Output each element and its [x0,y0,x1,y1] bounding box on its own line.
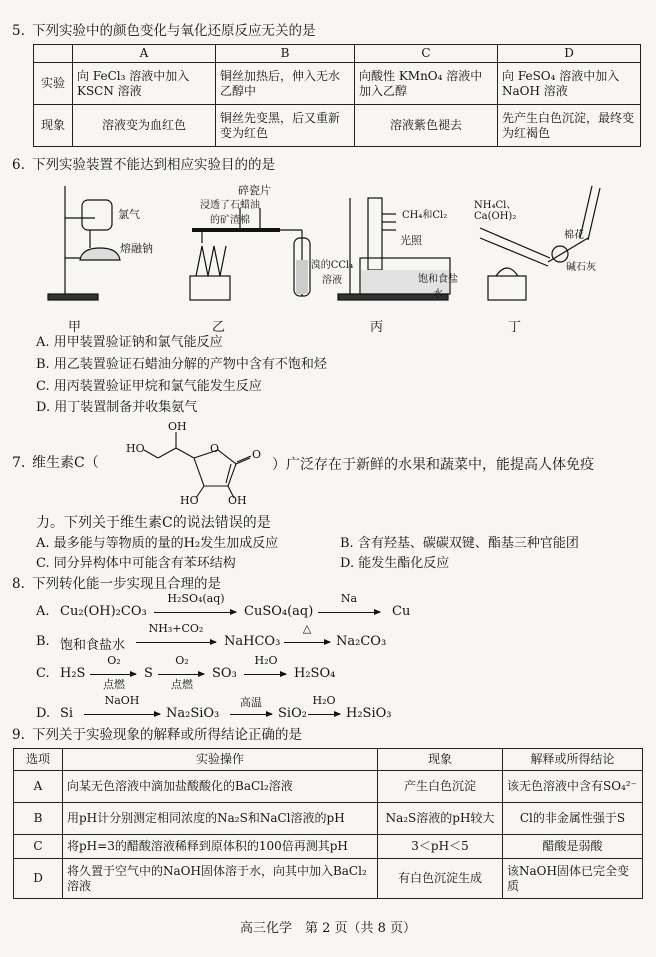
reaction-arrow [154,612,236,613]
cell: 向 FeCl₃ 溶液中加入 KSCN 溶液 [73,63,216,105]
atom-ho-top: OH [168,420,187,433]
header-option: 选项 [14,749,63,771]
reaction-arrow [90,674,136,675]
species: CuSO₄(aq) [244,604,314,619]
condition: Na [340,592,358,605]
caption-bing: 丙 [370,320,384,335]
species: NaHCO₃ [224,634,281,649]
cell: Cl的非金属性强于S [503,803,643,835]
header-a: A [73,45,216,63]
cell: 向某无色溶液中滴加盐酸酸化的BaCl₂溶液 [63,771,378,803]
question-number: 8. [12,576,25,592]
species: 饱和食盐水 [60,638,126,653]
question-text: 下列转化能一步实现且合理的是 [32,576,221,592]
option-a-label: A. [36,604,50,619]
option-c: C. 同分异构体中可能含有苯环结构 [36,556,236,571]
option-d: D. 用丁装置制备并收集氨气 [36,400,198,415]
reaction-arrow [318,612,380,613]
option-b: B. 含有羟基、碳碳双键、酯基三种官能团 [340,536,579,551]
question-8 [12,575,642,593]
condition: O₂ [107,654,121,667]
page-footer: 高三化学 第 2 页（共 8 页） [239,921,417,936]
reaction-arrow [284,642,330,643]
row-label: 实验 [34,63,73,105]
cell: 3＜pH＜5 [378,835,503,859]
question-text: 下列实验中的颜色变化与氧化还原反应无关的是 [32,23,316,39]
caption-jia: 甲 [68,320,82,335]
cell: 铜丝加热后，伸入无水乙醇中 [216,63,355,105]
species: Na₂CO₃ [336,634,387,649]
cell: 产生白色沉淀 [378,771,503,803]
header-d: D [498,45,641,63]
condition: NH₃+CO₂ [148,622,204,635]
header-b: B [216,45,355,63]
option-c: C. 用丙装置验证甲烷和氯气能发生反应 [36,379,262,394]
cell: 醋酸是弱酸 [503,835,643,859]
question-9 [12,726,642,744]
header-phenomenon: 现象 [378,749,503,771]
question-number: 9. [12,727,25,743]
reaction-arrow [244,674,286,675]
condition-below: 点燃 [103,678,125,691]
question-6 [12,156,642,174]
reaction-arrow [84,714,160,715]
cell: 向 FeSO₄ 溶液中加入 NaOH 溶液 [498,63,641,105]
row-label: 现象 [34,105,73,147]
question-5 [12,22,642,40]
cell: 溶液变为血红色 [73,105,216,147]
apparatus-jia [48,186,120,300]
option-d: D. 能发生酯化反应 [340,556,450,571]
option-d-label: D. [36,706,51,721]
reaction-arrow [158,674,204,675]
species: Si [60,706,74,721]
reaction-arrow [308,714,340,715]
q9-table [13,748,643,899]
row-label: A [14,771,63,803]
species: SiO₂ [278,706,307,721]
species: Cu₂(OH)₂CO₃ [60,604,147,619]
question-number: 5. [12,23,25,39]
cell: 铜丝先变黑，后又重新变为红色 [216,105,355,147]
cell: 将pH=3的醋酸溶液稀释到原体积的100倍再测其pH [63,835,378,859]
reaction-arrow [136,642,216,643]
cell: 溶液紫色褪去 [355,105,498,147]
species: S [144,666,153,681]
vitamin-c-structure [130,420,274,512]
atom-o-carbonyl: O [252,448,262,461]
species: Cu [392,604,411,619]
label-chlorine: 氯气 [118,208,140,221]
atom-o-ring: O [210,442,220,455]
caption-ding: 丁 [508,320,522,335]
reaction-arrow [230,714,272,715]
label-ccl4: 溴的CCl₄溶液 [310,260,354,286]
question-text-before: 维生素C（ [32,455,99,471]
condition: H₂SO₄(aq) [167,592,225,605]
question-text-after: ）广泛存在于新鲜的水果和蔬菜中，能提高人体免疫 [272,457,594,473]
cell: 用pH计分别测定相同浓度的Na₂S和NaCl溶液的pH [63,803,378,835]
q5-table [33,44,641,147]
cell: 向酸性 KMnO₄ 溶液中加入乙醇 [355,63,498,105]
species: H₂S [60,666,86,681]
condition: 高温 [240,696,262,709]
cell: 该NaOH固体已完全变质 [503,859,643,899]
option-c-label: C. [36,666,50,681]
label-wax: 浸透了石蜡油的矿渣棉 [200,200,260,226]
species: H₂SO₄ [294,666,336,681]
header-conclusion: 解释或所得结论 [503,749,643,771]
atom-ho-left: HO [126,442,145,455]
condition: NaOH [104,694,140,707]
question-number: 7. [12,455,26,471]
atom-ho-bottom: HO [180,494,199,507]
species: Na₂SiO₃ [166,706,220,721]
atom-oh-bottom: OH [228,494,247,507]
question-number: 6. [12,157,25,173]
label-porcelain: 碎瓷片 [238,184,271,197]
header-c: C [355,45,498,63]
species: H₂SiO₃ [346,706,392,721]
condition: O₂ [175,654,189,667]
question-text: 下列实验装置不能达到相应实验目的的是 [32,157,275,173]
question-text-line2: 力。下列关于维生素C的说法错误的是 [36,515,271,531]
row-label: B [14,803,63,835]
question-text: 下列关于实验现象的解释或所得结论正确的是 [32,727,302,743]
option-b-label: B. [36,634,50,649]
row-label: D [14,859,63,899]
cell: 先产生白色沉淀，最终变为红褐色 [498,105,641,147]
label-cotton: 棉花 [564,230,584,241]
label-ch4cl2: CH₄和Cl₂ [402,210,448,221]
header-operation: 实验操作 [63,749,378,771]
condition-below: 点燃 [171,678,193,691]
cell: 有白色沉淀生成 [378,859,503,899]
label-light: 光照 [400,234,422,247]
condition: △ [302,622,312,635]
row-label: C [14,835,63,859]
option-a: A. 用甲装置验证钠和氯气能反应 [36,335,223,350]
condition: H₂O [254,654,278,667]
caption-yi: 乙 [212,320,226,335]
cell: Na₂S溶液的pH较大 [378,803,503,835]
label-reagents: NH₄Cl、Ca(OH)₂ [474,200,517,222]
option-b: B. 用乙装置验证石蜡油分解的产物中含有不饱和烃 [36,357,327,372]
condition: H₂O [312,694,336,707]
option-a: A. 最多能与等物质的量的H₂发生加成反应 [36,536,279,551]
label-sodium: 熔融钠 [120,242,153,255]
label-lime: 碱石灰 [566,262,596,273]
label-brine: 饱和食盐水 [418,274,458,300]
cell: 将久置于空气中的NaOH固体溶于水，向其中加入BaCl₂溶液 [63,859,378,899]
species: SO₃ [212,666,237,681]
cell: 该无色溶液中含有SO₄²⁻ [503,771,643,803]
